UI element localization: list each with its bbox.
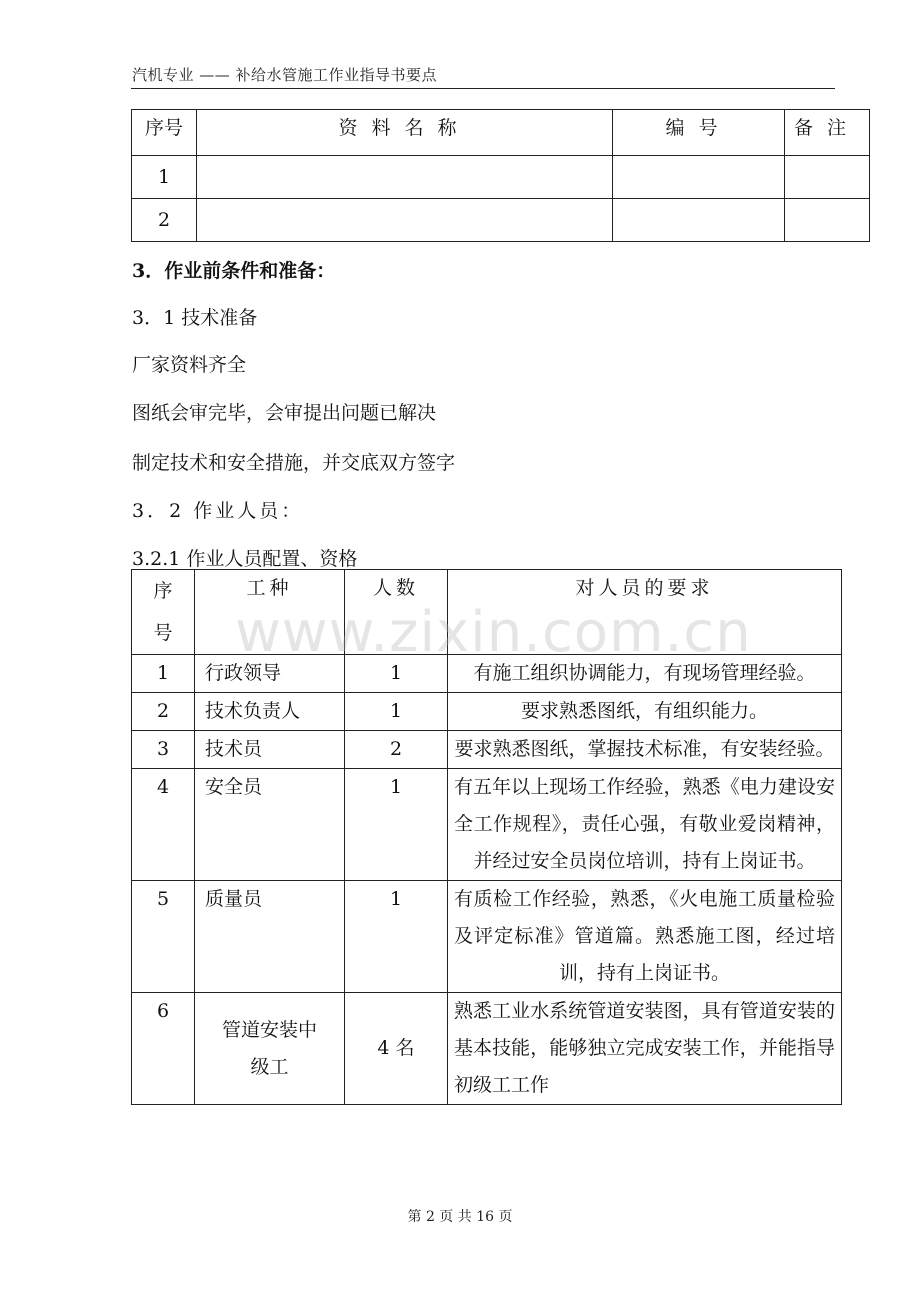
cell-count: 2 (345, 731, 448, 769)
table-row (132, 731, 842, 769)
paragraph: 图纸会审完毕，会审提出问题已解决 (132, 402, 437, 424)
cell-no: 1 (132, 156, 197, 199)
cell-no: 4 (132, 769, 195, 881)
cell-requirement: 要求熟悉图纸，有组织能力。 (448, 693, 842, 731)
table-row (132, 655, 842, 693)
cell-remark (785, 199, 870, 242)
subsection-heading: 3.2.1 作业人员配置、资格 (132, 548, 358, 570)
table-header-row (132, 110, 870, 156)
cell-requirement: 有质检工作经验，熟悉，《火电施工质量检验及评定标准》管道篇。熟悉施工图，经过培训，持有上岗证书。 (448, 881, 842, 993)
table-row (132, 693, 842, 731)
col-header-remark: 备注 (785, 110, 870, 156)
watermark: www.zixin.com.cn (235, 600, 752, 665)
col-header-no: 序号 (132, 570, 195, 655)
table-row (132, 993, 842, 1105)
cell-count: 1 (345, 655, 448, 693)
cell-count: 1 (345, 881, 448, 993)
cell-code (613, 156, 785, 199)
col-header-requirements: 对人员的要求 (448, 570, 842, 655)
page-footer: 第 2 页 共 16 页 (407, 1209, 513, 1225)
cell-requirement: 熟悉工业水系统管道安装图，具有管道安装的基本技能，能够独立完成安装工作，并能指导初级工工作 (448, 993, 842, 1105)
col-header-count: 人数 (345, 570, 448, 655)
cell-requirement: 要求熟悉图纸，掌握技术标准，有安装经验。 (448, 731, 842, 769)
cell-code (613, 199, 785, 242)
cell-count: 4 名 (345, 993, 448, 1105)
document-list-table (131, 109, 870, 242)
table-row (132, 199, 870, 242)
cell-no: 5 (132, 881, 195, 993)
table-row (132, 881, 842, 993)
page-header: 汽机专业 —— 补给水管施工作业指导书要点 (132, 66, 438, 84)
col-header-code: 编号 (613, 110, 785, 156)
subsection-heading: 3．1 技术准备 (132, 307, 258, 329)
paragraph: 制定技术和安全措施，并交底双方签字 (132, 452, 456, 474)
section-heading: 3．作业前条件和准备： (132, 260, 336, 282)
cell-type: 安全员 (195, 769, 345, 881)
subsection-heading: 3．2 作业人员： (132, 500, 304, 522)
cell-name (197, 156, 613, 199)
cell-type: 行政领导 (195, 655, 345, 693)
cell-requirement: 有五年以上现场工作经验，熟悉《电力建设安全工作规程》，责任心强，有敬业爱岗精神，并经过安全员岗位培训，持有上岗证书。 (448, 769, 842, 881)
cell-no: 6 (132, 993, 195, 1105)
cell-type: 技术员 (195, 731, 345, 769)
cell-requirement: 有施工组织协调能力，有现场管理经验。 (448, 655, 842, 693)
paragraph: 厂家资料齐全 (132, 354, 247, 376)
cell-type: 技术负责人 (195, 693, 345, 731)
cell-no: 3 (132, 731, 195, 769)
staff-table (131, 569, 842, 1105)
col-header-no: 序号 (132, 110, 197, 156)
cell-type: 管道安装中级工 (195, 993, 345, 1105)
col-header-type: 工种 (195, 570, 345, 655)
table-row (132, 769, 842, 881)
cell-count: 1 (345, 769, 448, 881)
col-header-name: 资料名称 (197, 110, 613, 156)
cell-no: 1 (132, 655, 195, 693)
table-row (132, 156, 870, 199)
cell-name (197, 199, 613, 242)
cell-type: 质量员 (195, 881, 345, 993)
cell-no: 2 (132, 693, 195, 731)
cell-no: 2 (132, 199, 197, 242)
cell-remark (785, 156, 870, 199)
table-header-row (132, 570, 842, 655)
header-rule (131, 88, 835, 89)
cell-count: 1 (345, 693, 448, 731)
